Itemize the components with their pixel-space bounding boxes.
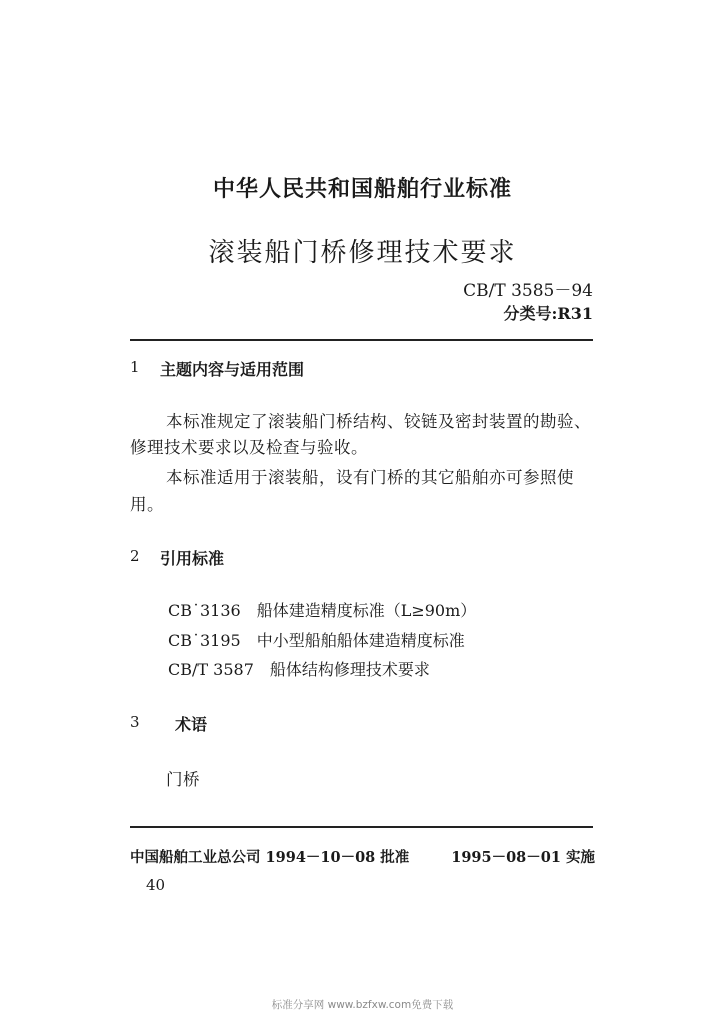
page-number: 40: [146, 876, 166, 894]
footer-divider: [130, 826, 593, 828]
section-2-title: 引用标准: [160, 549, 225, 568]
header-divider: [130, 339, 593, 341]
section-2-number: 2: [130, 547, 140, 565]
watermark-text: 标准分享网 www.bzfxw.com免费下载: [271, 999, 454, 1011]
issuing-authority-title: 中华人民共和国船舶行业标准: [212, 176, 512, 202]
section-1-paragraph-2-line-2: 用。: [130, 495, 164, 514]
document-title: 滚装船门桥修理技术要求: [208, 238, 517, 268]
section-1-number: 1: [130, 358, 140, 376]
section-1-title: 主题内容与适用范围: [160, 360, 305, 379]
section-1-paragraph-1-line-1: 本标准规定了滚装船门桥结构、铰链及密封装置的勘验、: [166, 412, 591, 431]
approval-statement: 中国船舶工业总公司 1994－10－08 批准: [130, 849, 410, 866]
section-1-paragraph-1-line-2: 修理技术要求以及检查与验收。: [130, 438, 368, 457]
section-3-number: 3: [130, 713, 140, 731]
classification-number: 分类号:R31: [503, 304, 593, 323]
implementation-date: 1995－08－01 实施: [451, 849, 595, 866]
standard-code: CB/T 3585－94: [463, 281, 593, 301]
section-3-title: 术语: [175, 715, 208, 734]
reference-standard-item: CB˙3136 船体建造精度标准（L≥90m）: [168, 601, 477, 620]
reference-standard-item: CB˙3195 中小型船舶船体建造精度标准: [168, 631, 465, 650]
section-1-paragraph-2-line-1: 本标准适用于滚装船，设有门桥的其它船舶亦可参照使: [166, 468, 574, 487]
term-heading: 门桥: [166, 770, 200, 789]
reference-standard-item: CB/T 3587 船体结构修理技术要求: [168, 660, 430, 679]
